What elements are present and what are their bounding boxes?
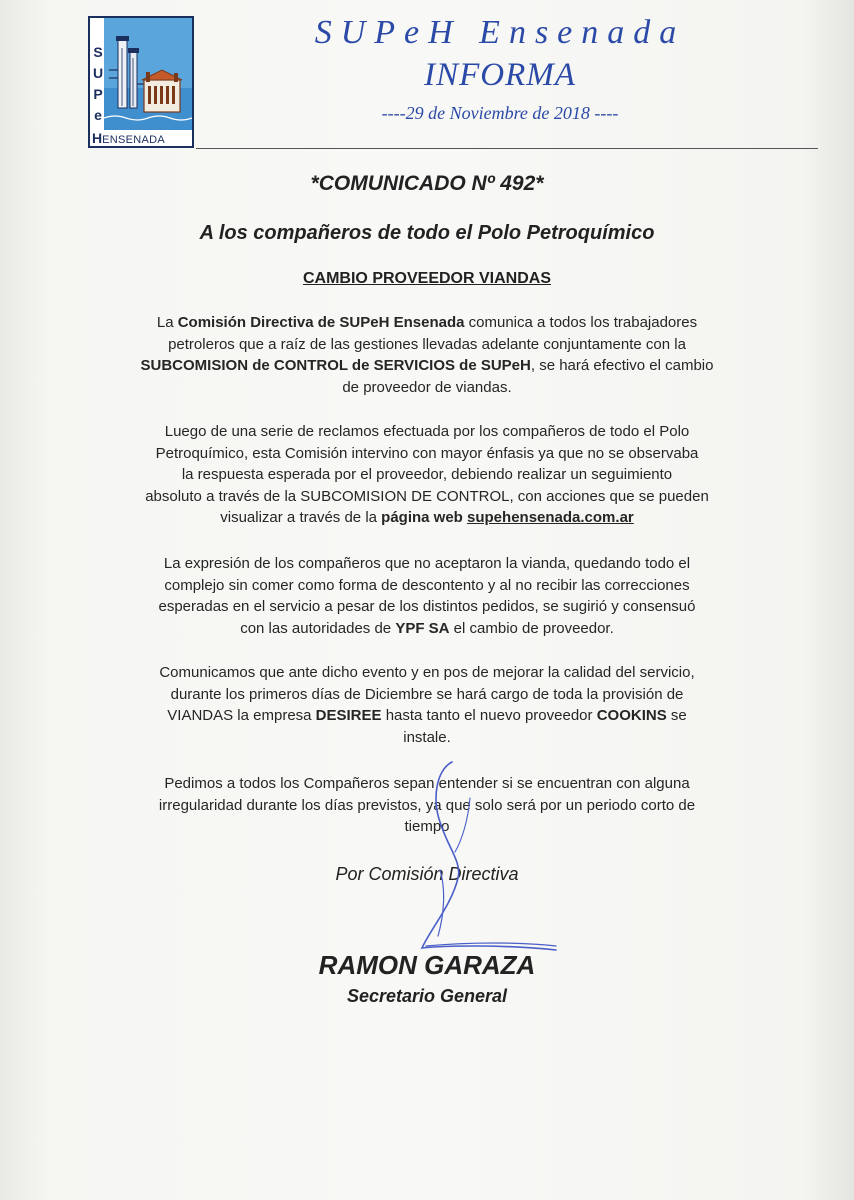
paragraph-5 <box>100 773 754 838</box>
paragraph-line: durante los primeros días de Diciembre se hará cargo de toda la provisión de <box>170 685 684 703</box>
bold-span: Comisión Directiva de SUPeH Ensenada <box>177 314 465 331</box>
logo-vertical-letters <box>92 42 104 126</box>
comunicado-number: *COMUNICADO Nº 492* <box>310 172 544 195</box>
website-link[interactable]: supehensenada.com.ar <box>467 509 634 526</box>
paragraph-line: tiempo <box>404 818 450 835</box>
logo-bottom-text <box>92 130 165 146</box>
header-title: SUPeH Ensenada <box>314 14 686 51</box>
paragraph-line: irregularidad durante los días previstos, ya que solo será por un periodo corto de <box>158 796 696 814</box>
paragraph-line: la respuesta esperada por el proveedor, debiendo realizar un seguimiento <box>181 466 673 483</box>
recipients-heading: A los compañeros de todo el Polo Petroquímico <box>199 222 655 244</box>
paragraph-line: Luego de una serie de reclamos efectuada por los compañeros de todo el Polo <box>164 423 690 440</box>
paragraph-line: complejo sin comer como forma de descontento y al no recibir las correcciones <box>164 576 690 594</box>
paragraph-1 <box>100 312 754 398</box>
paragraph-line <box>100 355 754 377</box>
supeh-logo <box>88 16 194 148</box>
paragraph-3 <box>100 553 754 639</box>
logo-letter: e <box>94 107 102 123</box>
paragraph-line <box>100 618 754 640</box>
header-date: ----29 de Noviembre de 2018 ---- <box>381 103 619 123</box>
text-span: el cambio de proveedor. <box>449 619 614 637</box>
bold-span: DESIREE <box>315 707 382 724</box>
bold-span: YPF SA <box>395 619 450 637</box>
logo-ensenada-text: ENSENADA <box>102 134 166 146</box>
text-span: visualizar a través de la <box>220 509 382 526</box>
text-span: comunica a todos los trabajadores <box>464 314 698 331</box>
paragraph-2 <box>100 421 754 529</box>
text-span: con las autoridades de <box>240 619 396 637</box>
signed-by-label: Por Comisión Directiva <box>335 864 519 884</box>
paragraph-line: Petroquímico, esta Comisión intervino con mayor énfasis ya que no se observaba <box>155 444 699 462</box>
signatory-name: RAMON GARAZA <box>318 950 536 980</box>
subject-heading: CAMBIO PROVEEDOR VIANDAS <box>302 270 552 287</box>
paragraph-line: petroleros que a raíz de las gestiones llevadas adelante conjuntamente con la <box>168 335 686 353</box>
logo-letter: U <box>92 65 104 81</box>
header-divider <box>196 148 818 149</box>
text-span: La <box>156 314 178 331</box>
text-span: hasta tanto el nuevo proveedor <box>381 707 597 724</box>
bold-span: página web <box>381 509 463 526</box>
logo-letter: S <box>93 44 103 60</box>
text-span: , se hará efectivo el cambio <box>530 357 714 374</box>
logo-letter-h: H <box>92 130 103 146</box>
paragraph-line: de proveedor de viandas. <box>342 378 512 396</box>
text-span: se <box>666 707 687 724</box>
paragraph-line <box>100 705 754 727</box>
signatory-role: Secretario General <box>346 986 508 1006</box>
bold-span: SUBCOMISION de CONTROL de SERVICIOS de SUPeH <box>140 357 531 374</box>
paragraph-line: absoluto a través de la SUBCOMISION DE CONTROL, con acciones que se pueden <box>145 487 709 505</box>
bold-span: COOKINS <box>596 707 667 724</box>
paragraph-line <box>100 312 754 334</box>
refinery-icon <box>104 18 192 130</box>
text-span: VIANDAS la empresa <box>167 707 316 724</box>
logo-letter: P <box>93 86 103 102</box>
paragraph-line: La expresión de los compañeros que no aceptaron la vianda, quedando todo el <box>163 555 691 572</box>
paragraph-4 <box>100 662 754 748</box>
paragraph-line: Comunicamos que ante dicho evento y en pos de mejorar la calidad del servicio, <box>159 664 695 681</box>
paragraph-line: esperadas en el servicio a pesar de los distintos pedidos, se sugirió y consensuó <box>158 598 696 615</box>
header-subtitle: INFORMA <box>424 57 576 93</box>
paragraph-line <box>100 507 754 529</box>
paragraph-line: instale. <box>403 728 451 746</box>
paragraph-line: Pedimos a todos los Compañeros sepan entender si se encuentran con alguna <box>164 775 690 792</box>
